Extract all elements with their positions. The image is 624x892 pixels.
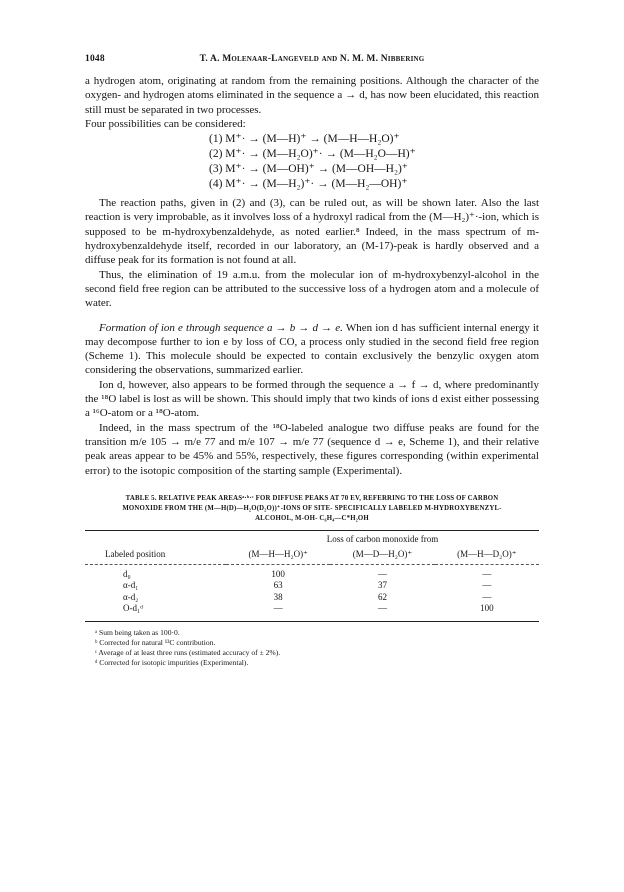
table-row: α-d₁ 63 37 — bbox=[123, 580, 492, 591]
paragraph-reaction-paths: The reaction paths, given in (2) and (3), can be ruled out, as will be shown later. Also the last reaction is very improbable, as it involves loss of a hydroxyl radical from the (M—H₂)⁺·-ion, which is supposed to be m-hydroxybenzaldehyde, as noted earlier.⁸ Indeed, in the mass spectrum of m-hydroxybenzaldehyde itself, recorded in our laboratory, an (M-17)-peak is hardly observed and a diffuse peak for its formation is not found at all. bbox=[85, 197, 539, 267]
equation-4: (4) M⁺· → (M—H₂)⁺· → (M—H₂—OH)⁺ bbox=[209, 178, 408, 191]
table-caption-line-2: MONOXIDE FROM THE (M—H(D)—H₂O(D₂O))⁺-IONS OF SITE- SPECIFICALLY LABELED M-HYDROXYBENZYL- bbox=[122, 504, 502, 512]
table-footnotes bbox=[85, 628, 539, 669]
paragraph-elimination: Thus, the elimination of 19 a.m.u. from the molecular ion of m-hydroxybenzyl-alcohol in the second field free region can be attributed to the successive loss of a hydrogen atom and a molecule of water. bbox=[85, 268, 539, 310]
section-run-in-heading: Formation of ion e through sequence a → b → d → e. bbox=[99, 321, 343, 334]
footnote-c: ᶜ Average of at least three runs (estimated accuracy of ± 2%). bbox=[95, 648, 281, 658]
page-number: 1048 bbox=[85, 54, 105, 64]
running-head: T. A. Molenaar-Langeveld and N. M. M. Nibbering bbox=[199, 54, 425, 64]
column-header-3: (M—H—D₂O)⁺ bbox=[435, 546, 539, 564]
paragraph-possibilities: Four possibilities can be considered: bbox=[85, 117, 246, 130]
footnote-b: ᵇ Corrected for natural ¹³C contribution. bbox=[95, 638, 216, 648]
paragraph-formation-text: When ion d has sufficient internal energy it may decompose further to ion e by loss of CO, a process only studied in the second field free region (Scheme 1). This molecule should be expected to contain exclusively the benzylic oxygen atom considering the observations, summarized earlier. bbox=[85, 321, 539, 377]
paragraph-ion-d: Ion d, however, also appears to be formed through the sequence a → f → d, where predominantly the ¹⁸O label is lost as will be shown. This should imply that two kinds of ions d exist either possessing a ¹⁶O-atom or a ¹⁸O-atom. bbox=[85, 378, 539, 420]
table-row: α-d₂ 38 62 — bbox=[123, 591, 492, 602]
footnote-a: ᵃ Sum being taken as 100·0. bbox=[95, 627, 180, 637]
equation-1: (1) M⁺· → (M—H)⁺ → (M—H—H₂O)⁺ bbox=[209, 133, 400, 146]
table-group-header: Loss of carbon monoxide from bbox=[226, 530, 539, 546]
column-header-1: (M—H—H₂O)⁺ bbox=[226, 546, 330, 564]
article-body bbox=[85, 74, 539, 669]
equation-2: (2) M⁺· → (M—H₂O)⁺· → (M—H₂O—H)⁺ bbox=[209, 148, 416, 161]
footnote-d: ᵈ Corrected for isotopic impurities (Experimental). bbox=[95, 658, 249, 668]
table-row: O-d₁ᵈ — — 100 bbox=[85, 603, 539, 621]
paragraph-formation-ion-e bbox=[85, 321, 539, 378]
relative-peak-areas-table bbox=[85, 530, 539, 622]
column-header-labeled-position: Labeled position bbox=[85, 546, 226, 564]
equation-3: (3) M⁺· → (M—OH)⁺ → (M—OH—H₂)⁺ bbox=[209, 163, 408, 176]
column-header-2: (M—D—H₂O)⁺ bbox=[330, 546, 434, 564]
table-caption-line-3: ALCOHOL, M-OH- C₆H₄—C*H₂OH bbox=[255, 514, 369, 522]
paragraph-continuation: a hydrogen atom, originating at random from the remaining positions. Although the character of the oxygen- and hydrogen atoms eliminated in the sequence a → d, has now been elucidated, this reaction still must be separated in two processes. bbox=[85, 75, 539, 116]
table-row: d₀ 100 — — bbox=[123, 568, 492, 579]
table-caption bbox=[85, 494, 539, 524]
table-caption-line-1: TABLE 5. RELATIVE PEAK AREASᵃ·ᵇ·ᶜ FOR DIFFUSE PEAKS AT 70 EV, REFERRING TO THE LOSS OF CARBON bbox=[125, 494, 499, 502]
reaction-equations bbox=[209, 132, 539, 192]
paragraph-labeled-analogue: Indeed, in the mass spectrum of the ¹⁸O-labeled analogue two diffuse peaks are found for the transition m/e 105 → m/e 77 and m/e 107 → m/e 77 (sequence d → e, Scheme 1), and their relative peak areas appear to be 45% and 55%, respectively, these figures corresponding (within experimental error) to the isotopic composition of the starting sample (Experimental). bbox=[85, 421, 539, 477]
